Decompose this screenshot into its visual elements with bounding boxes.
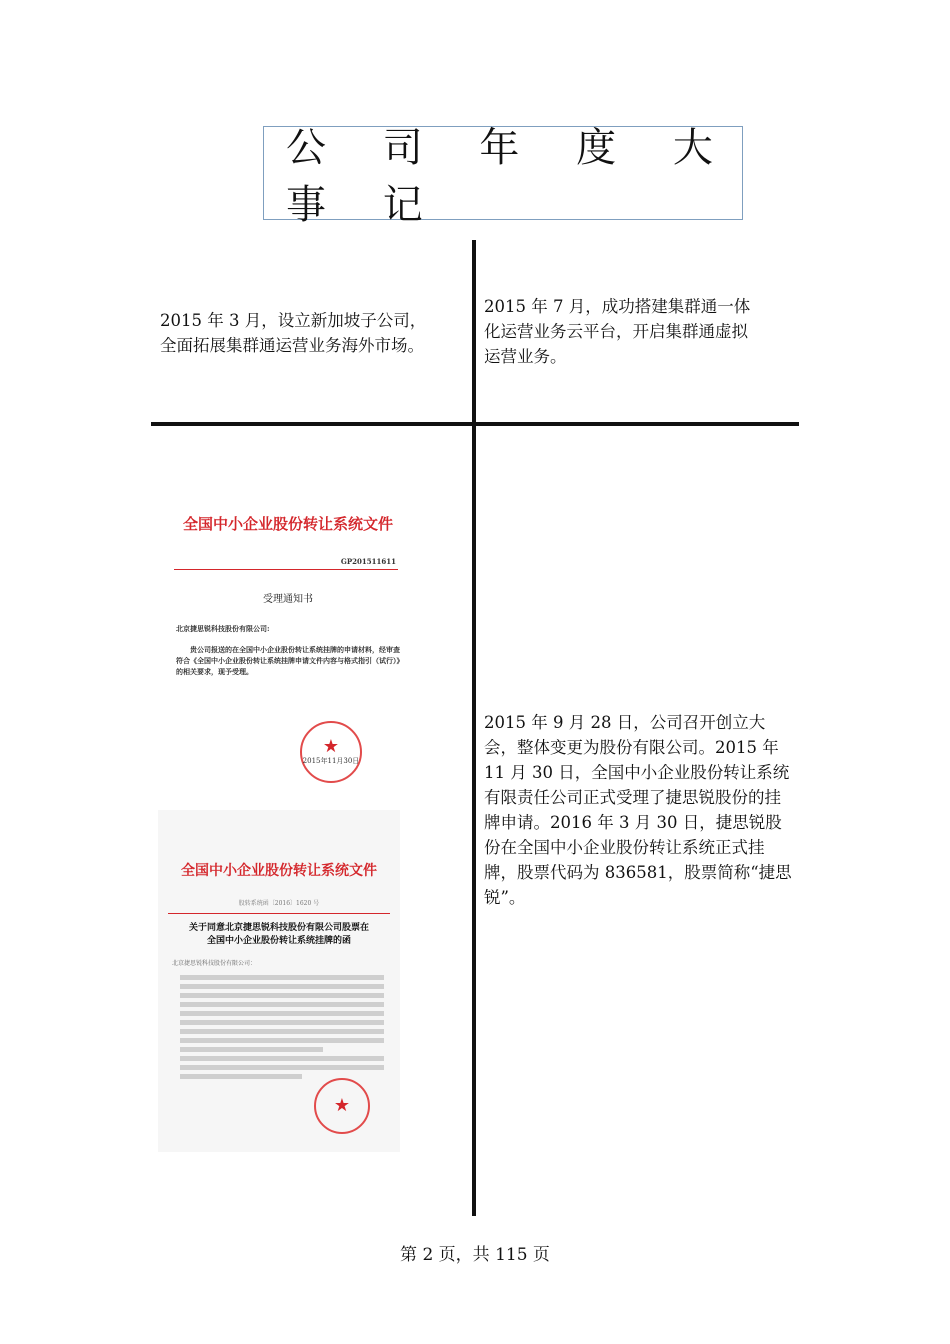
page-footer: 第 2 页，共 115 页	[400, 1245, 550, 1265]
doc2-number: 股转系统函〔2016〕1620 号	[238, 900, 320, 907]
doc2-seal	[314, 1078, 370, 1134]
acceptance-notice-image	[168, 495, 408, 795]
doc1-header: 全国中小企业股份转让系统文件	[182, 515, 393, 533]
title-box	[263, 125, 743, 228]
doc1-number: GP201511611	[340, 557, 396, 566]
doc1-body: 贵公司报送的在全国中小企业股份转让系统挂牌的申请材料，经审查符合《全国中小企业股份转让系统挂牌申请文件内容与格式指引（试行）》的相关要求，现予受理。	[176, 645, 400, 676]
doc2-body-lines	[180, 975, 384, 1079]
doc2-subject: 关于同意北京捷思锐科技股份有限公司股票在全国中小企业股份转让系统挂牌的函	[188, 923, 369, 946]
event-listing: 2015 年 9 月 28 日，公司召开创立大会，整体变更为股份有限公司。2015 年 11 月 30 日，全国中小企业股份转让系统有限责任公司正式受理了捷思锐股份的挂牌申请。2016 年 3 月 30 日，捷思锐股份在全国中小企业股份转让系统正式挂牌，股票代码为 836581，股票简称“捷思锐”。	[484, 713, 792, 907]
listing-approval-image	[158, 810, 400, 1152]
doc1-red-rule	[174, 569, 398, 570]
doc2-header: 全国中小企业股份转让系统文件	[181, 863, 377, 879]
timeline-horizontal-line	[151, 422, 799, 426]
doc2-red-rule	[168, 913, 390, 914]
event-cloud-platform: 2015 年 7 月，成功搭建集群通一体化运营业务云平台，开启集群通虚拟运营业务。	[484, 297, 751, 366]
doc1-subject: 受理通知书	[263, 594, 313, 605]
doc1-stamp-date: 2015年11月30日	[302, 757, 360, 765]
star-icon: ★	[322, 736, 340, 757]
timeline-vertical-line	[472, 240, 476, 1216]
doc1-addressee: 北京捷思锐科技股份有限公司:	[176, 624, 270, 633]
star-icon: ★	[333, 1095, 351, 1116]
doc2-addressee: 北京捷思锐科技股份有限公司：	[172, 960, 257, 967]
doc1-seal	[300, 721, 362, 783]
page-title: 公 司 年 度 大 事 记	[286, 125, 735, 228]
event-singapore: 2015 年 3 月，设立新加坡子公司，全面拓展集群通运营业务海外市场。	[160, 311, 427, 355]
